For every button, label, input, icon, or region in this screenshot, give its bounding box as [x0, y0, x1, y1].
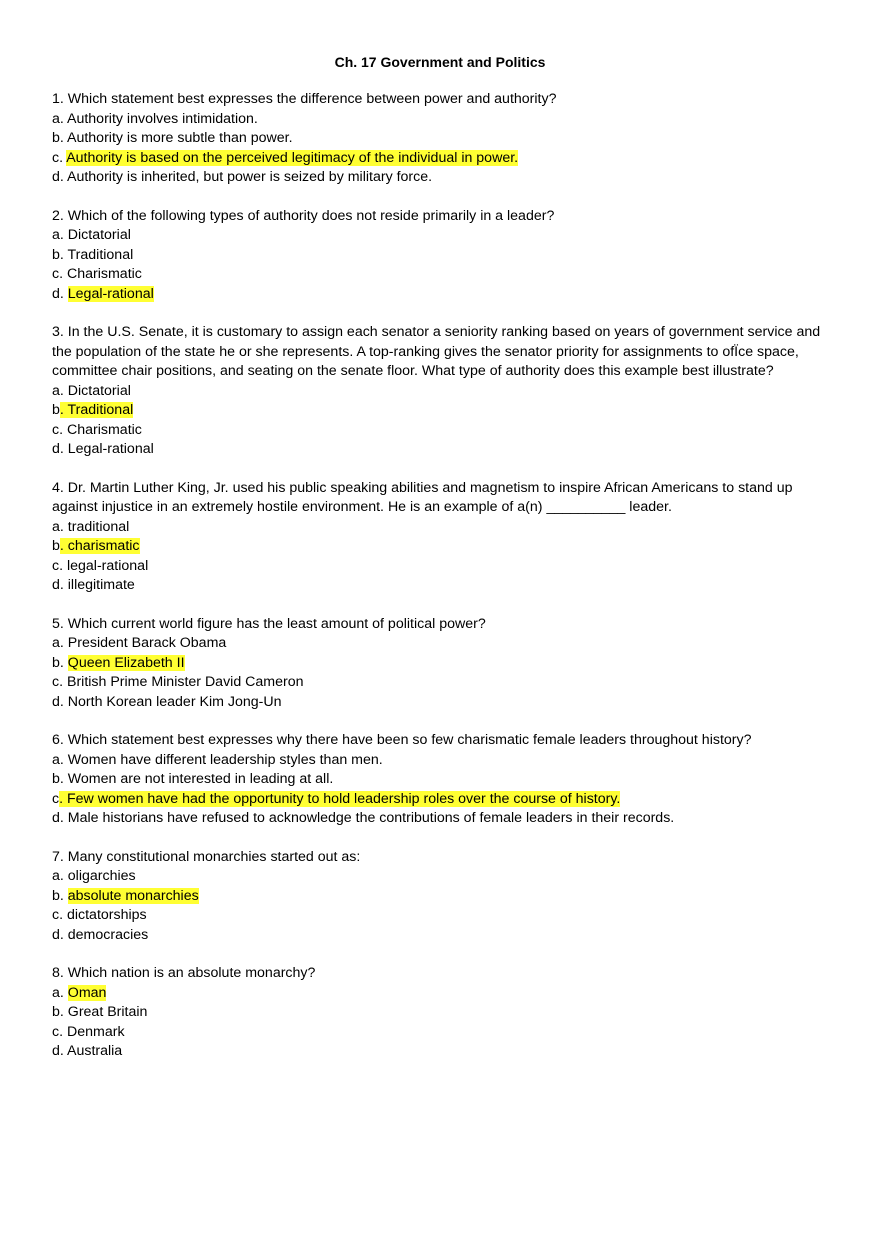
- answer-option-highlighted: b. Queen Elizabeth II: [52, 654, 185, 671]
- answer-option: d. Australia: [52, 1043, 123, 1059]
- answer-option: c. dictatorships: [52, 907, 147, 923]
- answer-option: d. Legal-rational: [52, 441, 154, 457]
- answer-option: a. traditional: [52, 518, 130, 535]
- answer-option: c. legal-rational: [52, 557, 149, 574]
- answer-option: a. Dictatorial: [52, 227, 131, 243]
- answer-option: d. Male historians have refused to acknowledge the contributions of female leaders in their records.: [52, 810, 675, 826]
- question-6: [52, 731, 832, 829]
- question-stem: 6. Which statement best expresses why there have been so few charismatic female leaders throughout history?: [52, 732, 752, 748]
- answer-option: a. Authority involves intimidation.: [52, 110, 258, 127]
- answer-option: b. Great Britain: [52, 1004, 148, 1020]
- question-stem: 1. Which statement best expresses the difference between power and authority?: [52, 91, 557, 107]
- answer-option-highlighted: c. Few women have had the opportunity to hold leadership roles over the course of history.: [52, 790, 621, 807]
- highlighted-answer: Authority is based on the perceived legitimacy of the individual in power.: [66, 149, 519, 166]
- answer-option: c. Charismatic: [52, 421, 142, 438]
- question-5: [52, 615, 832, 713]
- answer-option-highlighted: a. Oman: [52, 984, 107, 1001]
- question-stem: 2. Which of the following types of authority does not reside primarily in a leader?: [52, 207, 555, 224]
- answer-option: a. Women have different leadership styles than men.: [52, 751, 383, 768]
- answer-option: b. Traditional: [52, 246, 134, 263]
- answer-option: b. Women are not interested in leading at all.: [52, 771, 334, 787]
- answer-option: a. oligarchies: [52, 868, 136, 884]
- answer-option: c. Denmark: [52, 1023, 125, 1040]
- answer-option-highlighted: b. charismatic: [52, 538, 140, 554]
- answer-option: d. illegitimate: [52, 577, 135, 593]
- question-2: [52, 207, 832, 305]
- highlighted-answer: . Traditional: [59, 402, 134, 418]
- question-1: [52, 90, 832, 188]
- question-stem: 5. Which current world figure has the least amount of political power?: [52, 615, 486, 632]
- highlighted-answer: absolute monarchies: [67, 887, 199, 904]
- answer-option: d. North Korean leader Kim Jong-Un: [52, 693, 282, 710]
- answer-option: c. British Prime Minister David Cameron: [52, 674, 304, 690]
- answer-option: a. President Barack Obama: [52, 635, 227, 651]
- question-7: [52, 848, 832, 946]
- answer-option-highlighted: b. absolute monarchies: [52, 887, 199, 904]
- answer-option-highlighted: d. Legal-rational: [52, 285, 154, 302]
- highlighted-answer: . Few women have had the opportunity to hold leadership roles over the course of history.: [59, 790, 621, 807]
- answer-option: c. Charismatic: [52, 266, 142, 282]
- answer-option-highlighted: c. Authority is based on the perceived legitimacy of the individual in power.: [52, 149, 519, 166]
- highlighted-answer: . charismatic: [59, 538, 140, 554]
- highlighted-answer: Oman: [67, 984, 107, 1001]
- highlighted-answer: Legal-rational: [67, 285, 154, 302]
- highlighted-answer: Queen Elizabeth II: [67, 654, 185, 671]
- question-stem: 3. In the U.S. Senate, it is customary to assign each senator a seniority ranking based on years of government service and the population of the state he or she represents. A top-ranking gives the senator priority for assignments to ofÏce space, committee chair positions, and seating on the senate floor. What type of authority does this example best illustrate?: [52, 324, 825, 379]
- answer-option: a. Dictatorial: [52, 382, 131, 399]
- page-title: Ch. 17 Government and Politics: [334, 54, 546, 70]
- answer-option: d. democracies: [52, 926, 149, 943]
- question-3: [52, 323, 832, 460]
- answer-option: b. Authority is more subtle than power.: [52, 130, 293, 146]
- question-stem: 8. Which nation is an absolute monarchy?: [52, 965, 316, 981]
- question-stem: 7. Many constitutional monarchies started out as:: [52, 848, 361, 865]
- question-4: [52, 479, 832, 596]
- question-stem: 4. Dr. Martin Luther King, Jr. used his public speaking abilities and magnetism to inspire African Americans to stand up against injustice in an extremely hostile environment. He is an example of a(n) __________ leader.: [52, 479, 797, 515]
- question-list: [52, 90, 832, 1081]
- question-8: [52, 964, 832, 1062]
- answer-option-highlighted: b. Traditional: [52, 402, 134, 418]
- answer-option: d. Authority is inherited, but power is seized by military force.: [52, 169, 433, 185]
